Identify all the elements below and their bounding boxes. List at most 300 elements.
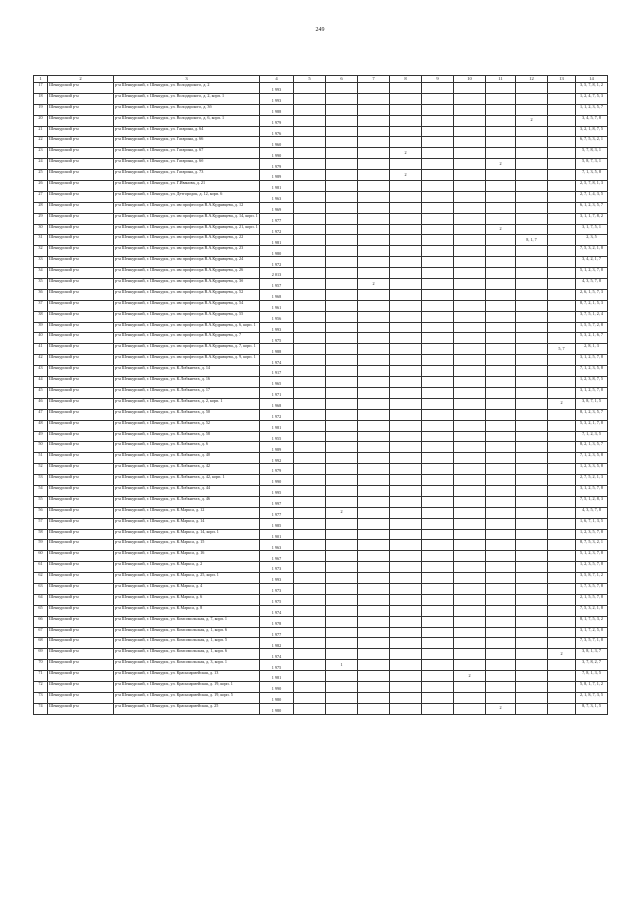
district-cell: Шенкурский р-н: [48, 562, 114, 573]
col11-cell: [486, 344, 516, 355]
col6-cell: [326, 300, 358, 311]
col11-cell: [486, 300, 516, 311]
col10-cell: [454, 529, 486, 540]
col6-cell: [326, 344, 358, 355]
col5-cell: [294, 518, 326, 529]
col11-cell: [486, 681, 516, 692]
col10-cell: [454, 507, 486, 518]
col8-cell: [390, 475, 422, 486]
year-cell: 1 975: [260, 660, 294, 671]
address-cell: р-н Шенкурский, г. Шенкурск, ул. К.Либкнехта, д. 6: [114, 442, 260, 453]
col8-cell: [390, 181, 422, 192]
col6-cell: [326, 279, 358, 290]
col6-cell: [326, 115, 358, 126]
year-cell: 1 982: [260, 638, 294, 649]
col14-cell: 3, 7, 8, 2, 7: [576, 660, 608, 671]
col7-cell: [358, 137, 390, 148]
row-number: 62: [34, 573, 48, 584]
col9-cell: [422, 616, 454, 627]
col12-cell: [516, 377, 548, 388]
col7-cell: [358, 289, 390, 300]
col5-cell: [294, 485, 326, 496]
row-number: 45: [34, 387, 48, 398]
address-cell: р-н Шенкурский, г. Шенкурск, ул. Г.Иванова, д. 21: [114, 181, 260, 192]
col10-cell: [454, 126, 486, 137]
col12-cell: [516, 627, 548, 638]
col7-cell: [358, 551, 390, 562]
col10-cell: [454, 355, 486, 366]
col12-cell: [516, 616, 548, 627]
col13-cell: [548, 224, 576, 235]
col12-cell: [516, 671, 548, 682]
col9-cell: [422, 453, 454, 464]
row-number: 67: [34, 627, 48, 638]
year-cell: 1 995: [260, 485, 294, 496]
col11-cell: [486, 605, 516, 616]
col10-cell: [454, 660, 486, 671]
col8-cell: [390, 289, 422, 300]
row-number: 73: [34, 692, 48, 703]
row-number: 66: [34, 616, 48, 627]
col5-cell: [294, 170, 326, 181]
row-number: 38: [34, 311, 48, 322]
address-cell: р-н Шенкурский, г. Шенкурск, ул. К.Либкнехта, д. 46: [114, 496, 260, 507]
table-row: [34, 387, 608, 398]
col10-cell: [454, 681, 486, 692]
col5-cell: [294, 322, 326, 333]
col13-cell: [548, 191, 576, 202]
col13-cell: [548, 420, 576, 431]
column-header-6: 6: [326, 76, 358, 83]
col14-cell: 5, 8, 1, 7, 1, 2: [576, 681, 608, 692]
col7-cell: [358, 344, 390, 355]
col14-cell: 5, 1, 2, 3, 7, 8: [576, 551, 608, 562]
col7-cell: [358, 377, 390, 388]
col7-cell: [358, 475, 390, 486]
col13-cell: 5, 7: [548, 344, 576, 355]
address-cell: р-н Шенкурский, г. Шенкурск, ул. Детгородок, д. 12, корп. 6: [114, 191, 260, 202]
col7-cell: [358, 355, 390, 366]
col5-cell: [294, 562, 326, 573]
col13-cell: [548, 475, 576, 486]
col7-cell: [358, 453, 390, 464]
table-row: [34, 202, 608, 213]
address-cell: р-н Шенкурский, г. Шенкурск, ул. К.Маркса, д. 4: [114, 583, 260, 594]
col9-cell: [422, 496, 454, 507]
year-cell: 1 973: [260, 583, 294, 594]
address-cell: р-н Шенкурский, г. Шенкурск, ул. Гагарина, д. 67: [114, 148, 260, 159]
col11-cell: [486, 583, 516, 594]
address-cell: р-н Шенкурский, г. Шенкурск, ул. К.Маркса, д. 14: [114, 518, 260, 529]
col13-cell: [548, 551, 576, 562]
col5-cell: [294, 573, 326, 584]
column-header-10: 10: [454, 76, 486, 83]
table-row: [34, 442, 608, 453]
table-row: [34, 573, 608, 584]
col11-cell: [486, 268, 516, 279]
col10-cell: [454, 268, 486, 279]
col10-cell: [454, 181, 486, 192]
row-number: 52: [34, 464, 48, 475]
district-cell: Шенкурский р-н: [48, 279, 114, 290]
col10-cell: [454, 573, 486, 584]
col10-cell: [454, 202, 486, 213]
row-number: 64: [34, 594, 48, 605]
col7-cell: [358, 671, 390, 682]
col13-cell: [548, 442, 576, 453]
col6-cell: [326, 311, 358, 322]
col12-cell: [516, 148, 548, 159]
col7-cell: [358, 366, 390, 377]
district-cell: Шенкурский р-н: [48, 518, 114, 529]
col14-cell: 1, 7, 3, 5, 7, 8: [576, 583, 608, 594]
col10-cell: [454, 159, 486, 170]
col5-cell: [294, 115, 326, 126]
district-cell: Шенкурский р-н: [48, 159, 114, 170]
row-number: 48: [34, 420, 48, 431]
col11-cell: [486, 148, 516, 159]
col8-cell: [390, 583, 422, 594]
col6-cell: [326, 583, 358, 594]
col12-cell: 8, 1, 7: [516, 235, 548, 246]
district-cell: Шенкурский р-н: [48, 409, 114, 420]
column-header-1: 1: [34, 76, 48, 83]
col5-cell: [294, 333, 326, 344]
col11-cell: [486, 311, 516, 322]
table-row: [34, 377, 608, 388]
row-number: 53: [34, 475, 48, 486]
col7-cell: [358, 235, 390, 246]
col14-cell: 3, 8, 7, 1, 5: [576, 398, 608, 409]
col14-cell: 2, 7, 1, 4, 3, 5: [576, 191, 608, 202]
district-cell: Шенкурский р-н: [48, 551, 114, 562]
district-cell: Шенкурский р-н: [48, 496, 114, 507]
col13-cell: [548, 289, 576, 300]
col14-cell: 2, 3, 5: [576, 235, 608, 246]
col7-cell: [358, 126, 390, 137]
year-cell: 1 981: [260, 181, 294, 192]
col9-cell: [422, 562, 454, 573]
year-cell: 1 981: [260, 235, 294, 246]
col11-cell: [486, 529, 516, 540]
col8-cell: [390, 496, 422, 507]
col11-cell: [486, 355, 516, 366]
col9-cell: [422, 246, 454, 257]
col10-cell: [454, 235, 486, 246]
col10-cell: [454, 518, 486, 529]
table-row: [34, 562, 608, 573]
district-cell: Шенкурский р-н: [48, 333, 114, 344]
col6-cell: [326, 268, 358, 279]
col8-cell: [390, 246, 422, 257]
address-cell: р-н Шенкурский, г. Шенкурск, ул. им профессора В.А.Кудрявцева, д. 14, корп. 1: [114, 213, 260, 224]
col14-cell: 3, 8, 1, 3, 7: [576, 649, 608, 660]
table-row: [34, 257, 608, 268]
column-header-13: 13: [548, 76, 576, 83]
col10-cell: [454, 464, 486, 475]
col5-cell: [294, 594, 326, 605]
col9-cell: [422, 594, 454, 605]
col5-cell: [294, 257, 326, 268]
col12-cell: [516, 529, 548, 540]
col5-cell: [294, 703, 326, 714]
col9-cell: [422, 202, 454, 213]
col12-cell: [516, 649, 548, 660]
col14-cell: 2, 1, 5, 5, 7, 8: [576, 594, 608, 605]
district-cell: Шенкурский р-н: [48, 573, 114, 584]
col10-cell: [454, 344, 486, 355]
col13-cell: [548, 83, 576, 94]
col13-cell: 2: [548, 398, 576, 409]
address-cell: р-н Шенкурский, г. Шенкурск, ул. Красноармейская, д. 19, корп. 1: [114, 681, 260, 692]
col12-cell: [516, 344, 548, 355]
year-cell: 1 975: [260, 594, 294, 605]
year-cell: 1 985: [260, 518, 294, 529]
table-row: [34, 289, 608, 300]
col9-cell: [422, 573, 454, 584]
col8-cell: [390, 485, 422, 496]
address-cell: р-н Шенкурский, г. Шенкурск, ул. Гагарина, д. 6б: [114, 159, 260, 170]
year-cell: 1 960: [260, 137, 294, 148]
col5-cell: [294, 191, 326, 202]
col7-cell: [358, 148, 390, 159]
district-cell: Шенкурский р-н: [48, 616, 114, 627]
address-cell: р-н Шенкурский, г. Шенкурск, ул. Гагарина, д. 66: [114, 137, 260, 148]
col13-cell: [548, 583, 576, 594]
district-cell: Шенкурский р-н: [48, 660, 114, 671]
col8-cell: [390, 104, 422, 115]
col9-cell: [422, 692, 454, 703]
address-cell: р-н Шенкурский, г. Шенкурск, ул. Гагарина, д. 73: [114, 170, 260, 181]
col9-cell: [422, 431, 454, 442]
col13-cell: [548, 104, 576, 115]
col5-cell: [294, 202, 326, 213]
col8-cell: [390, 671, 422, 682]
col10-cell: [454, 246, 486, 257]
col12-cell: [516, 333, 548, 344]
col9-cell: [422, 529, 454, 540]
col14-cell: 3, 1, 2, 5, 7, 8: [576, 485, 608, 496]
district-cell: Шенкурский р-н: [48, 257, 114, 268]
col9-cell: [422, 268, 454, 279]
col8-cell: [390, 431, 422, 442]
address-cell: р-н Шенкурский, г. Шенкурск, ул. Володарского, д. 6, корп. 1: [114, 115, 260, 126]
col8-cell: [390, 115, 422, 126]
col5-cell: [294, 344, 326, 355]
col6-cell: [326, 594, 358, 605]
address-cell: р-н Шенкурский, г. Шенкурск, ул. им профессора В.А.Кудрявцева, д. 22: [114, 235, 260, 246]
table-row: [34, 398, 608, 409]
table-row: [34, 344, 608, 355]
col5-cell: [294, 268, 326, 279]
table-row: [34, 137, 608, 148]
col5-cell: [294, 638, 326, 649]
col12-cell: [516, 475, 548, 486]
col6-cell: [326, 409, 358, 420]
col6-cell: [326, 93, 358, 104]
col11-cell: [486, 246, 516, 257]
col13-cell: [548, 692, 576, 703]
address-cell: р-н Шенкурский, г. Шенкурск, ул. К.Либкнехта, д. 16: [114, 377, 260, 388]
address-cell: р-н Шенкурский, г. Шенкурск, ул. К.Маркса, д. 15: [114, 540, 260, 551]
col14-cell: 3, 1, 7, 2, 5, 8: [576, 627, 608, 638]
table-row: [34, 627, 608, 638]
col12-cell: [516, 420, 548, 431]
district-cell: Шенкурский р-н: [48, 83, 114, 94]
row-number: 28: [34, 202, 48, 213]
district-cell: Шенкурский р-н: [48, 540, 114, 551]
col13-cell: [548, 366, 576, 377]
col5-cell: [294, 551, 326, 562]
col10-cell: [454, 170, 486, 181]
table-row: [34, 268, 608, 279]
col5-cell: [294, 148, 326, 159]
table-row: [34, 246, 608, 257]
col9-cell: [422, 366, 454, 377]
address-cell: р-н Шенкурский, г. Шенкурск, ул. К.Маркса, д. 8: [114, 605, 260, 616]
col6-cell: [326, 475, 358, 486]
table-row: [34, 485, 608, 496]
col6-cell: [326, 170, 358, 181]
table-row: [34, 660, 608, 671]
col14-cell: 8, 2, 1, 3, 5, 7: [576, 442, 608, 453]
district-cell: Шенкурский р-н: [48, 398, 114, 409]
year-cell: 1 961: [260, 300, 294, 311]
col7-cell: [358, 627, 390, 638]
col8-cell: [390, 387, 422, 398]
table-row: [34, 605, 608, 616]
row-number: 74: [34, 703, 48, 714]
col7-cell: [358, 246, 390, 257]
table-body: [34, 83, 608, 715]
col12-cell: [516, 93, 548, 104]
col14-cell: 4, 3, 5, 7, 8: [576, 507, 608, 518]
col9-cell: [422, 540, 454, 551]
col9-cell: [422, 507, 454, 518]
row-number: 20: [34, 115, 48, 126]
col11-cell: [486, 518, 516, 529]
col12-cell: [516, 279, 548, 290]
col11-cell: [486, 104, 516, 115]
col7-cell: [358, 191, 390, 202]
row-number: 34: [34, 268, 48, 279]
col9-cell: [422, 93, 454, 104]
address-cell: р-н Шенкурский, г. Шенкурск, ул. К.Либкнехта, д. 50: [114, 409, 260, 420]
district-cell: Шенкурский р-н: [48, 605, 114, 616]
district-cell: Шенкурский р-н: [48, 442, 114, 453]
col8-cell: [390, 279, 422, 290]
year-cell: 1 969: [260, 202, 294, 213]
col6-cell: [326, 649, 358, 660]
district-cell: Шенкурский р-н: [48, 148, 114, 159]
col14-cell: 1, 1, 2, 3, 5, 7: [576, 104, 608, 115]
column-header-7: 7: [358, 76, 390, 83]
year-cell: 1 981: [260, 420, 294, 431]
district-cell: Шенкурский р-н: [48, 191, 114, 202]
district-cell: Шенкурский р-н: [48, 475, 114, 486]
col14-cell: 6, 7, 5, 3, 2, 1: [576, 137, 608, 148]
col7-cell: [358, 496, 390, 507]
col13-cell: [548, 148, 576, 159]
col6-cell: [326, 191, 358, 202]
col5-cell: [294, 377, 326, 388]
year-cell: 1 979: [260, 464, 294, 475]
address-cell: р-н Шенкурский, г. Шенкурск, ул. Гагарина, д. 64: [114, 126, 260, 137]
col10-cell: [454, 583, 486, 594]
col5-cell: [294, 692, 326, 703]
row-number: 17: [34, 83, 48, 94]
district-cell: Шенкурский р-н: [48, 355, 114, 366]
table-row: [34, 83, 608, 94]
col8-cell: [390, 366, 422, 377]
col7-cell: [358, 268, 390, 279]
col6-cell: [326, 366, 358, 377]
col9-cell: [422, 181, 454, 192]
district-cell: Шенкурский р-н: [48, 649, 114, 660]
col13-cell: [548, 671, 576, 682]
col10-cell: [454, 616, 486, 627]
year-cell: 1 917: [260, 366, 294, 377]
year-cell: 1 979: [260, 115, 294, 126]
col6-cell: [326, 148, 358, 159]
col7-cell: [358, 464, 390, 475]
col5-cell: [294, 649, 326, 660]
year-cell: 1 990: [260, 681, 294, 692]
col12-cell: [516, 638, 548, 649]
year-cell: 1 965: [260, 377, 294, 388]
col8-cell: [390, 616, 422, 627]
address-cell: р-н Шенкурский, г. Шенкурск, ул. К.Либкнехта, д. 2, корп. 1: [114, 398, 260, 409]
row-number: 43: [34, 366, 48, 377]
address-cell: р-н Шенкурский, г. Шенкурск, ул. Володарского, д. 2: [114, 83, 260, 94]
col9-cell: [422, 170, 454, 181]
col14-cell: 3, 1, 7, 5, 1: [576, 224, 608, 235]
column-header-2: 2: [48, 76, 114, 83]
address-cell: р-н Шенкурский, г. Шенкурск, ул. им профессора В.А.Кудрявцева, д. 12: [114, 202, 260, 213]
table-row: [34, 464, 608, 475]
col14-cell: 2, 6, 1, 5, 7, 3: [576, 289, 608, 300]
col14-cell: 1, 2, 3, 5, 7, 8: [576, 529, 608, 540]
col8-cell: [390, 507, 422, 518]
col10-cell: [454, 279, 486, 290]
col6-cell: [326, 257, 358, 268]
col5-cell: [294, 104, 326, 115]
col6-cell: [326, 137, 358, 148]
col13-cell: [548, 496, 576, 507]
col9-cell: [422, 355, 454, 366]
col6-cell: [326, 518, 358, 529]
col9-cell: [422, 257, 454, 268]
col7-cell: [358, 692, 390, 703]
col6-cell: [326, 681, 358, 692]
col9-cell: [422, 289, 454, 300]
col12-cell: [516, 213, 548, 224]
col14-cell: 7, 3, 5, 7, 1, 8: [576, 638, 608, 649]
column-header-4: 4: [260, 76, 294, 83]
col10-cell: [454, 191, 486, 202]
district-cell: Шенкурский р-н: [48, 268, 114, 279]
address-cell: р-н Шенкурский, г. Шенкурск, ул. Красноармейская, д. 25: [114, 703, 260, 714]
district-cell: Шенкурский р-н: [48, 671, 114, 682]
col13-cell: [548, 377, 576, 388]
col10-cell: [454, 377, 486, 388]
col14-cell: 5, 3, 2, 1, 6, 7: [576, 333, 608, 344]
table-row: [34, 496, 608, 507]
col8-cell: [390, 420, 422, 431]
col8-cell: [390, 344, 422, 355]
col13-cell: [548, 333, 576, 344]
table-row: [34, 224, 608, 235]
